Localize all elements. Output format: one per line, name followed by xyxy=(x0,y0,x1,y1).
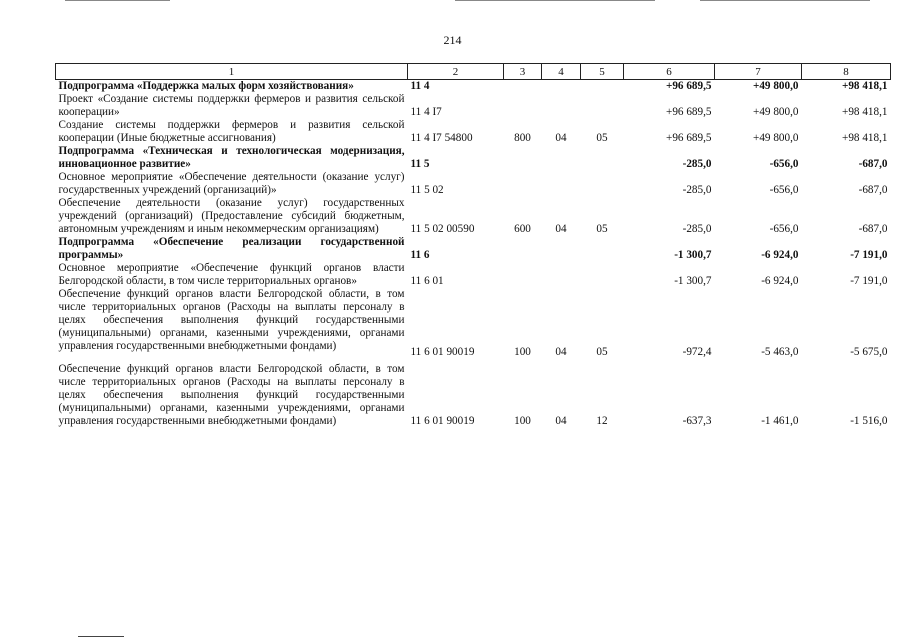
row-pr-cell xyxy=(581,236,624,262)
row-value-col6: +96 689,5 xyxy=(666,132,712,144)
row-vr-cell xyxy=(504,93,542,119)
row-code-cell: 11 5 xyxy=(410,158,430,170)
row-value-col6: -972,4 xyxy=(682,346,712,358)
row-name-cell: Подпрограмма «Обеспечение реализации государственной программы» xyxy=(58,236,405,261)
row-rz-cell xyxy=(542,262,581,288)
row-pr-cell xyxy=(581,171,624,197)
row-code-cell: 11 4 I7 54800 xyxy=(410,132,473,144)
row-vr-cell xyxy=(504,236,542,262)
row-name-cell: Создание системы поддержки фермеров и развития сельской кооперации (Иные бюджетные ассигнования) xyxy=(58,119,405,144)
row-name-cell: Обеспечение функций органов власти Белгородской области, в том числе территориальных органов (Расходы на выплаты персоналу в целях обеспечения выполнения функций государственными (муниципальными) органами, казенными учреждениями, органами управления государственными внебюджетными фондами) xyxy=(58,363,405,427)
row-name-cell: Основное мероприятие «Обеспечение деятельности (оказание услуг) государственных учреждений (организаций)» xyxy=(58,171,405,196)
row-value-col8: -687,0 xyxy=(858,158,888,170)
row-vr-cell xyxy=(504,145,542,171)
row-value-col6: -285,0 xyxy=(682,184,712,196)
budget-table xyxy=(55,63,891,428)
table-row xyxy=(56,80,891,94)
table-body xyxy=(56,80,891,429)
row-name-cell: Обеспечение деятельности (оказание услуг) государственных учреждений (организаций) (Предоставление субсидий бюджетным, автономным учреждениям и иным некоммерческим организациям) xyxy=(58,197,405,235)
row-value-col7: -5 463,0 xyxy=(761,346,799,358)
row-pr-cell xyxy=(581,145,624,171)
table-row xyxy=(56,197,891,236)
row-value-col7: -656,0 xyxy=(769,184,799,196)
top-edge-rule xyxy=(700,0,870,1)
row-value-col6: -637,3 xyxy=(682,415,712,427)
column-header: 7 xyxy=(715,64,802,80)
table-row xyxy=(56,288,891,363)
row-value-col8: -687,0 xyxy=(858,184,888,196)
column-header: 4 xyxy=(542,64,581,80)
row-rz-cell xyxy=(542,145,581,171)
row-pr-cell xyxy=(581,80,624,94)
row-name-cell: Обеспечение функций органов власти Белгородской области, в том числе территориальных органов (Расходы на выплаты персоналу в целях обеспечения выполнения функций государственными (муниципальными) органами, казенными учреждениями, органами управления государственными внебюджетными фондами) xyxy=(58,288,405,352)
column-header: 2 xyxy=(408,64,504,80)
table-row xyxy=(56,171,891,197)
row-pr-cell: 05 xyxy=(596,132,608,144)
row-rz-cell xyxy=(542,93,581,119)
row-code-cell: 11 5 02 00590 xyxy=(410,223,475,235)
top-edge-rule xyxy=(65,0,170,1)
row-value-col7: +49 800,0 xyxy=(753,106,799,118)
row-value-col8: +98 418,1 xyxy=(841,80,888,92)
row-rz-cell: 04 xyxy=(555,415,567,427)
row-name-cell: Подпрограмма «Поддержка малых форм хозяйствования» xyxy=(58,80,354,92)
row-name-cell: Подпрограмма «Техническая и технологическая модернизация, инновационное развитие» xyxy=(58,145,405,170)
row-value-col8: +98 418,1 xyxy=(842,132,888,144)
table-row xyxy=(56,119,891,145)
row-value-col6: -1 300,7 xyxy=(674,249,712,261)
row-name-cell: Проект «Создание системы поддержки фермеров и развития сельской кооперации» xyxy=(58,93,405,118)
column-header: 3 xyxy=(504,64,542,80)
row-value-col8: -1 516,0 xyxy=(850,415,888,427)
top-edge-rule xyxy=(455,0,655,1)
row-value-col7: +49 800,0 xyxy=(753,132,799,144)
row-value-col8: -7 191,0 xyxy=(850,275,888,287)
row-rz-cell: 04 xyxy=(555,223,567,235)
row-vr-cell: 600 xyxy=(514,223,531,235)
table-row xyxy=(56,363,891,428)
table-header-row xyxy=(56,64,891,80)
row-vr-cell xyxy=(504,262,542,288)
row-pr-cell: 05 xyxy=(596,223,608,235)
row-vr-cell: 800 xyxy=(514,132,531,144)
table-row xyxy=(56,236,891,262)
row-vr-cell xyxy=(504,80,542,94)
bottom-edge-rule xyxy=(78,636,124,637)
row-vr-cell: 100 xyxy=(514,415,531,427)
row-pr-cell: 05 xyxy=(596,346,608,358)
row-name-cell: Основное мероприятие «Обеспечение функций органов власти Белгородской области, в том числе территориальных органов» xyxy=(58,262,405,287)
row-rz-cell xyxy=(542,80,581,94)
row-rz-cell xyxy=(542,171,581,197)
row-value-col6: -285,0 xyxy=(682,223,712,235)
row-code-cell: 11 6 01 90019 xyxy=(410,346,475,358)
row-rz-cell: 04 xyxy=(555,346,567,358)
row-code-cell: 11 6 01 90019 xyxy=(410,415,475,427)
row-value-col8: -687,0 xyxy=(858,223,888,235)
row-pr-cell xyxy=(581,262,624,288)
row-code-cell: 11 6 xyxy=(410,249,430,261)
row-value-col8: -7 191,0 xyxy=(850,249,888,261)
row-value-col6: -285,0 xyxy=(682,158,712,170)
row-value-col7: -6 924,0 xyxy=(761,249,799,261)
row-value-col7: -656,0 xyxy=(769,223,799,235)
table-row xyxy=(56,145,891,171)
row-code-cell: 11 4 I7 xyxy=(410,106,442,118)
row-value-col6: +96 689,5 xyxy=(665,80,712,92)
row-value-col7: -6 924,0 xyxy=(761,275,799,287)
row-pr-cell xyxy=(581,93,624,119)
row-code-cell: 11 5 02 xyxy=(410,184,444,196)
column-header: 1 xyxy=(56,64,408,80)
table-row xyxy=(56,93,891,119)
row-value-col8: +98 418,1 xyxy=(842,106,888,118)
row-code-cell: 11 6 01 xyxy=(410,275,444,287)
row-code-cell: 11 4 xyxy=(410,80,430,92)
row-vr-cell: 100 xyxy=(514,346,531,358)
row-value-col6: -1 300,7 xyxy=(674,275,712,287)
row-rz-cell: 04 xyxy=(555,132,567,144)
row-value-col7: +49 800,0 xyxy=(752,80,799,92)
column-header: 6 xyxy=(624,64,715,80)
row-value-col6: +96 689,5 xyxy=(666,106,712,118)
row-vr-cell xyxy=(504,171,542,197)
table-row xyxy=(56,262,891,288)
row-pr-cell: 12 xyxy=(596,415,608,427)
row-value-col7: -1 461,0 xyxy=(761,415,799,427)
column-header: 8 xyxy=(802,64,891,80)
row-rz-cell xyxy=(542,236,581,262)
row-value-col8: -5 675,0 xyxy=(850,346,888,358)
page-number: 214 xyxy=(443,33,462,47)
row-value-col7: -656,0 xyxy=(769,158,799,170)
column-header: 5 xyxy=(581,64,624,80)
